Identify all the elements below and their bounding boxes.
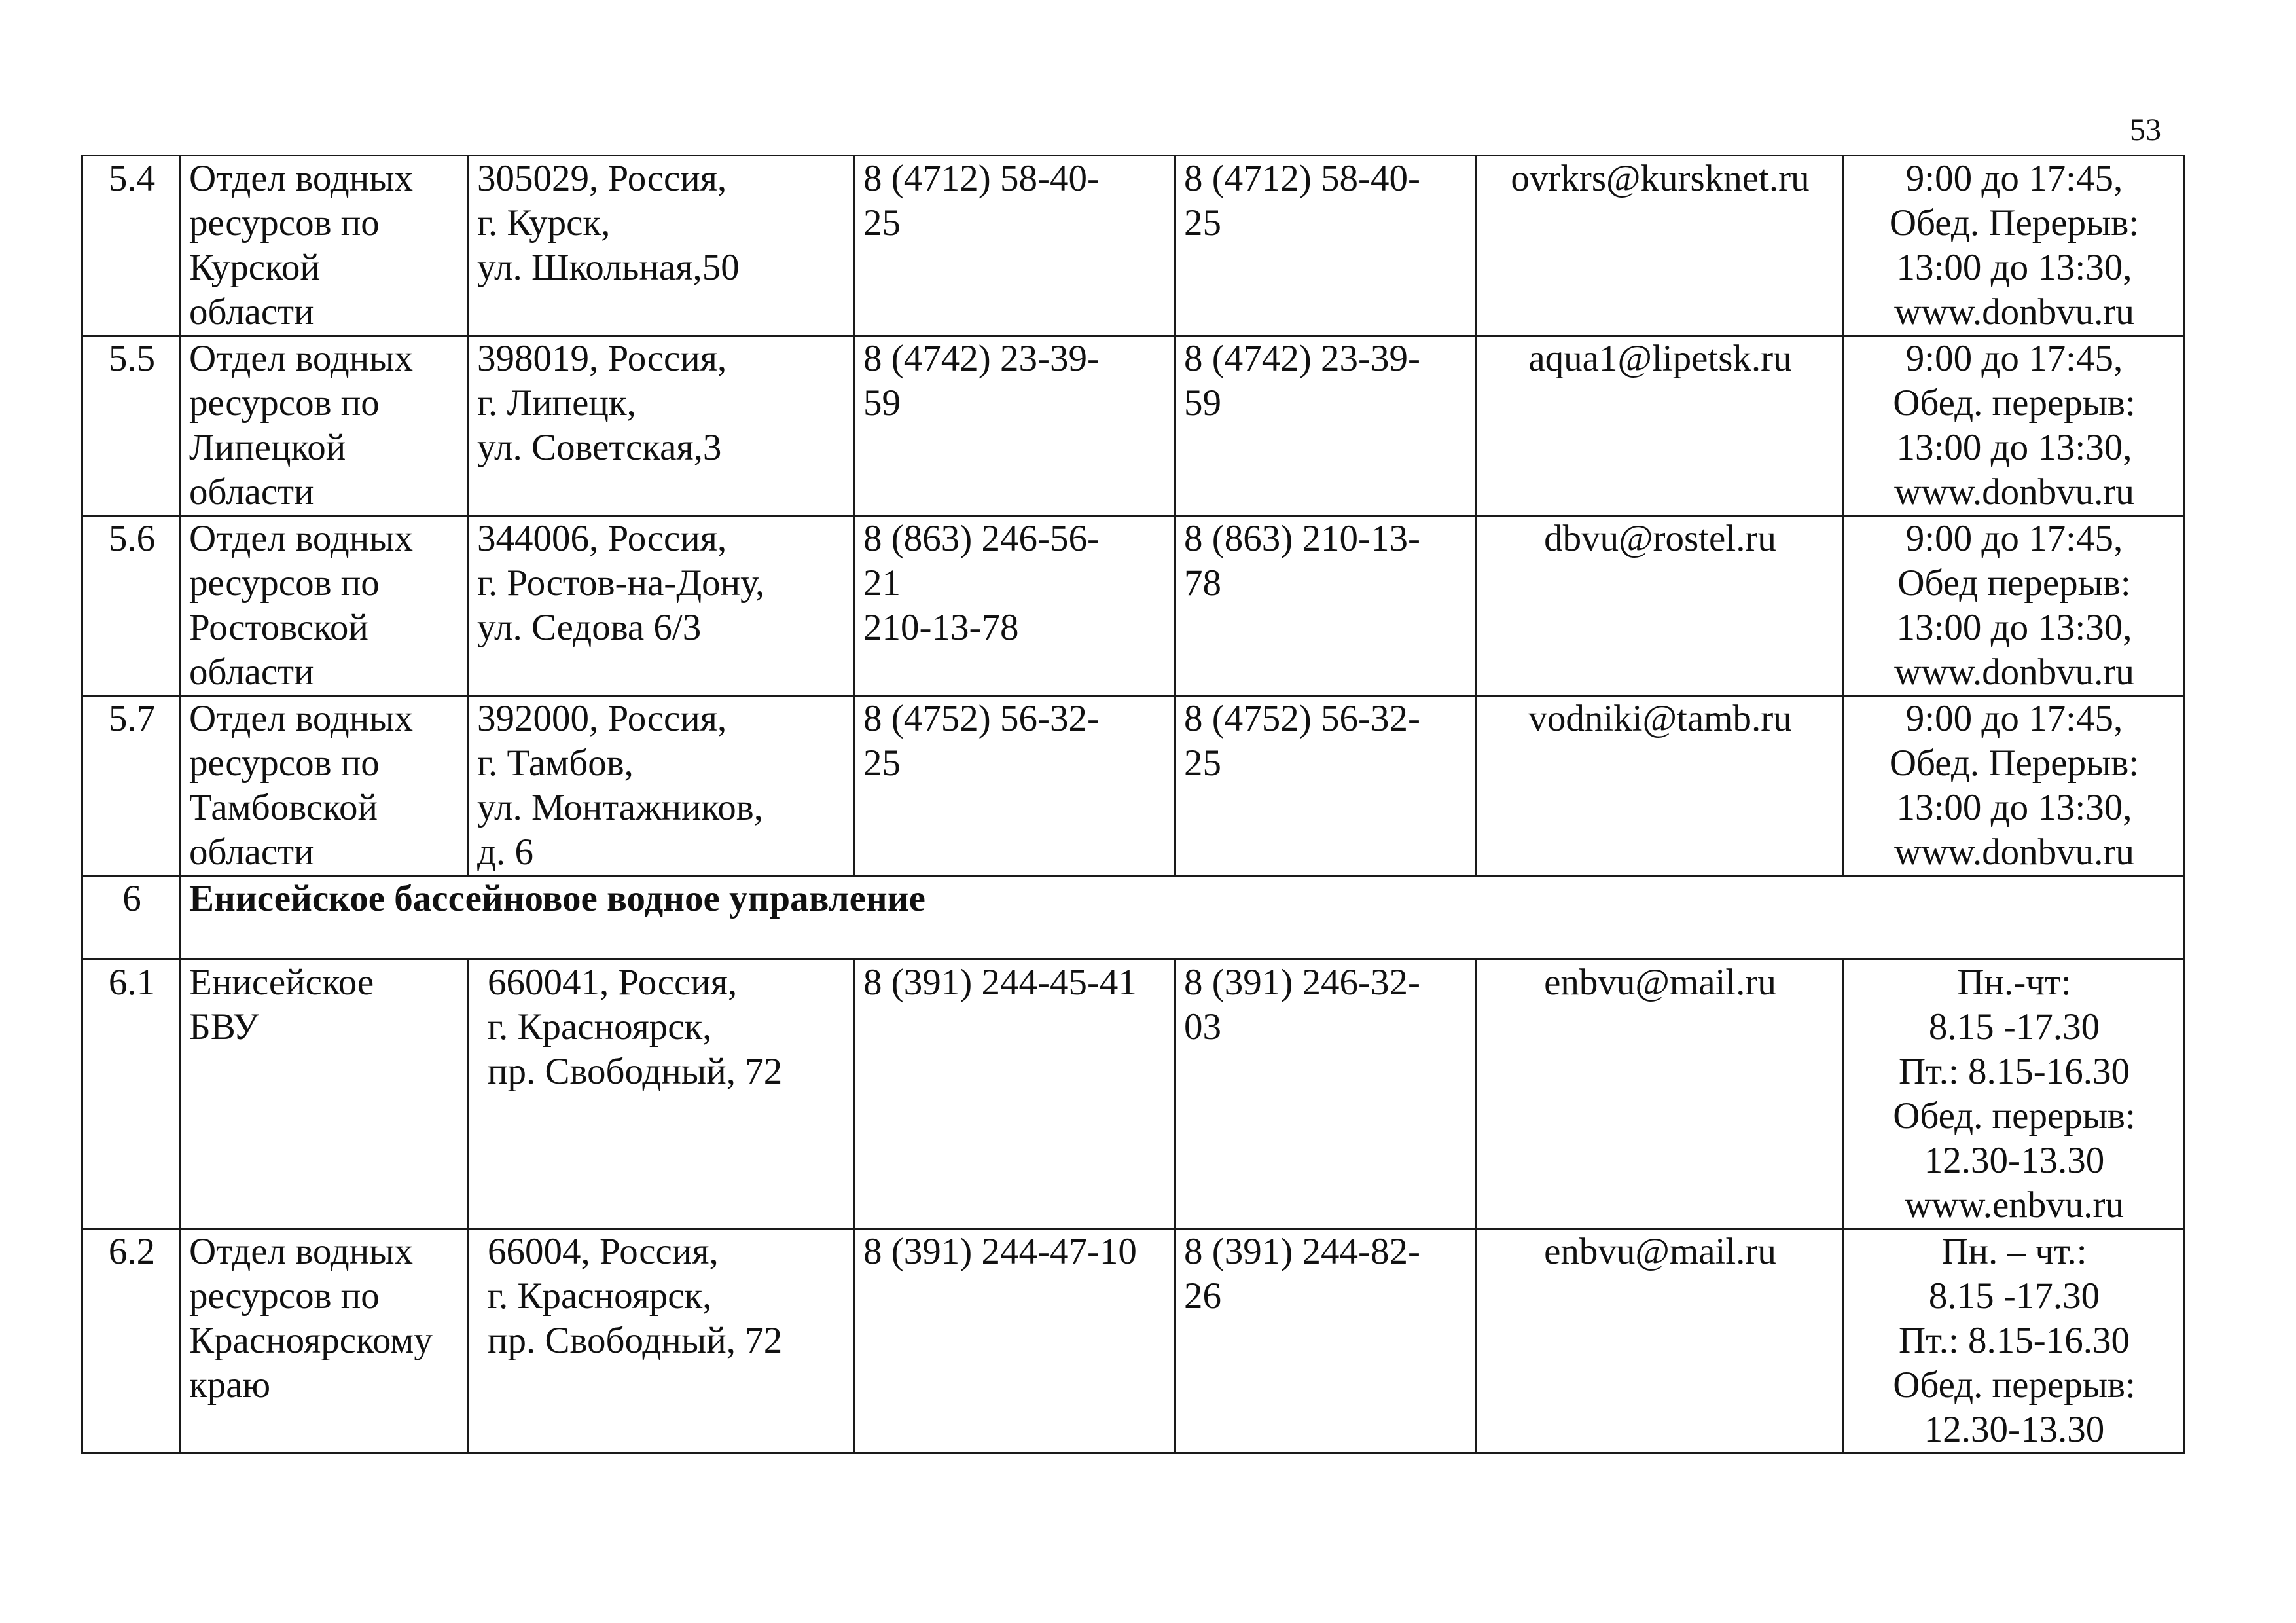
section-number: 6 <box>82 876 181 960</box>
working-hours: 9:00 до 17:45, Обед. Перерыв: 13:00 до 13:30, www.donbvu.ru <box>1843 696 2185 876</box>
phone: 8 (391) 244-45-41 <box>855 960 1175 1229</box>
organization-name: Отдел водных ресурсов по Тамбовской области <box>181 696 469 876</box>
contacts-table <box>81 155 2185 1454</box>
phone: 8 (4752) 56-32- 25 <box>855 696 1175 876</box>
working-hours: 9:00 до 17:45, Обед. перерыв: 13:00 до 13:30, www.donbvu.ru <box>1843 336 2185 516</box>
fax: 8 (863) 210-13- 78 <box>1175 516 1477 696</box>
row-number: 5.4 <box>82 156 181 336</box>
fax: 8 (4752) 56-32- 25 <box>1175 696 1477 876</box>
row-number: 5.7 <box>82 696 181 876</box>
working-hours: 9:00 до 17:45, Обед. Перерыв: 13:00 до 13:30, www.donbvu.ru <box>1843 156 2185 336</box>
phone: 8 (4742) 23-39- 59 <box>855 336 1175 516</box>
section-title: Енисейское бассейновое водное управление <box>181 876 2185 960</box>
address: 398019, Россия, г. Липецк, ул. Советская,3 <box>469 336 855 516</box>
organization-name: Отдел водных ресурсов по Ростовской области <box>181 516 469 696</box>
row-number: 6.2 <box>82 1229 181 1453</box>
row-number: 5.6 <box>82 516 181 696</box>
table-row <box>82 516 2185 696</box>
address: 344006, Россия, г. Ростов-на-Дону, ул. Седова 6/3 <box>469 516 855 696</box>
row-number: 5.5 <box>82 336 181 516</box>
address: 660041, Россия, г. Красноярск, пр. Свободный, 72 <box>469 960 855 1229</box>
table-row <box>82 336 2185 516</box>
phone: 8 (391) 244-47-10 <box>855 1229 1175 1453</box>
phone: 8 (4712) 58-40- 25 <box>855 156 1175 336</box>
organization-name: Отдел водных ресурсов по Курской области <box>181 156 469 336</box>
fax: 8 (4712) 58-40- 25 <box>1175 156 1477 336</box>
table-row <box>82 156 2185 336</box>
address: 305029, Россия, г. Курск, ул. Школьная,50 <box>469 156 855 336</box>
fax: 8 (4742) 23-39- 59 <box>1175 336 1477 516</box>
phone: 8 (863) 246-56- 21 210-13-78 <box>855 516 1175 696</box>
address: 66004, Россия, г. Красноярск, пр. Свободный, 72 <box>469 1229 855 1453</box>
page-number: 53 <box>2130 113 2161 147</box>
section-row <box>82 876 2185 960</box>
email: enbvu@mail.ru <box>1477 960 1843 1229</box>
email: aqua1@lipetsk.ru <box>1477 336 1843 516</box>
address: 392000, Россия, г. Тамбов, ул. Монтажников, д. 6 <box>469 696 855 876</box>
organization-name: Отдел водных ресурсов по Красноярскому краю <box>181 1229 469 1453</box>
email: enbvu@mail.ru <box>1477 1229 1843 1453</box>
email: dbvu@rostel.ru <box>1477 516 1843 696</box>
working-hours: Пн.-чт: 8.15 -17.30 Пт.: 8.15-16.30 Обед. перерыв: 12.30-13.30 www.enbvu.ru <box>1843 960 2185 1229</box>
table-row <box>82 960 2185 1229</box>
email: ovrkrs@kursknet.ru <box>1477 156 1843 336</box>
organization-name: Енисейское БВУ <box>181 960 469 1229</box>
email: vodniki@tamb.ru <box>1477 696 1843 876</box>
organization-name: Отдел водных ресурсов по Липецкой области <box>181 336 469 516</box>
fax: 8 (391) 246-32- 03 <box>1175 960 1477 1229</box>
working-hours: Пн. – чт.: 8.15 -17.30 Пт.: 8.15-16.30 Обед. перерыв: 12.30-13.30 <box>1843 1229 2185 1453</box>
table-row <box>82 1229 2185 1453</box>
table-row <box>82 696 2185 876</box>
working-hours: 9:00 до 17:45, Обед перерыв: 13:00 до 13:30, www.donbvu.ru <box>1843 516 2185 696</box>
row-number: 6.1 <box>82 960 181 1229</box>
fax: 8 (391) 244-82- 26 <box>1175 1229 1477 1453</box>
